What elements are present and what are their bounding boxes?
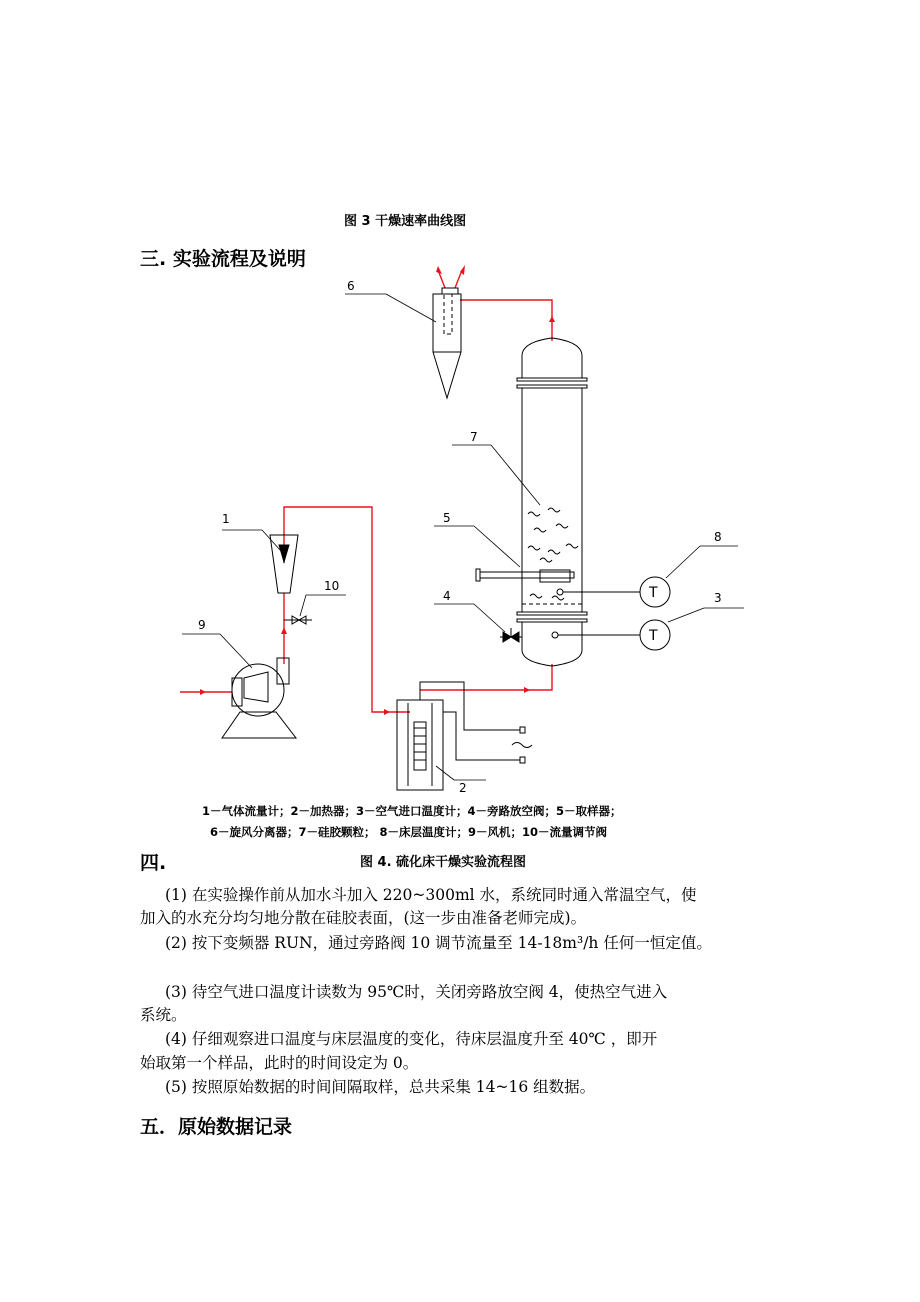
blower [222,658,296,738]
label-2: 2 [459,781,467,795]
flow-regulating-valve [284,616,312,624]
step-3-line-1: (3) 待空气进口温度计读数为 95℃时，关闭旁路放空阀 4，使热空气进入 [165,983,668,1001]
section-5-heading: 五．原始数据记录 [140,1116,293,1138]
label-5: 5 [443,511,451,525]
legend-line-2: 6－旋风分离器；7－硅胶颗粒； 8－床层温度计；9－风机；10－流量调节阀 [210,825,608,839]
label-7: 7 [470,430,478,444]
step-5: (5) 按照原始数据的时间间隔取样，总共采集 14~16 组数据。 [165,1078,596,1096]
step-1-line-2: 加入的水充分均匀地分散在硅胶表面，(这一步由准备老师完成)。 [140,909,587,927]
section-4-heading: 四. [140,852,167,874]
label-1: 1 [222,512,230,526]
air-pipes [180,300,552,712]
drying-column [517,338,587,666]
label-8: 8 [714,530,722,544]
label-4: 4 [443,589,451,603]
legend-line-1: 1－气体流量计；2－加热器；3－空气进口温度计；4－旁路放空阀；5－取样器； [202,804,622,818]
step-2: (2) 按下变频器 RUN，通过旁路阀 10 调节流量至 14-18m³/h 任何一恒定值。 [165,934,712,952]
step-1-line-1: (1) 在实验操作前从加水斗加入 220~300ml 水，系统同时通入常温空气，使 [165,886,697,904]
cyclone-separator [433,288,461,398]
label-10: 10 [324,579,340,593]
sampler [476,569,574,582]
figure-4-caption: 图 4. 硫化床干燥实验流程图 [360,855,527,870]
bed-thermometer-symbol: T [649,585,658,601]
heater [397,682,532,790]
step-4-line-2: 始取第一个样品，此时的时间设定为 0。 [140,1054,419,1072]
section-3-heading: 三. 实验流程及说明 [140,248,306,270]
step-4-line-1: (4) 仔细观察进口温度与床层温度的变化，待床层温度升至 40℃ ，即开 [165,1030,658,1048]
figure-3-caption: 图 3 干燥速率曲线图 [344,214,467,229]
label-3: 3 [714,591,722,605]
label-9: 9 [198,618,206,632]
leader-lines [182,294,744,780]
flow-arrows [200,265,555,715]
step-3-line-2: 系统。 [140,1006,187,1024]
label-6: 6 [347,279,355,293]
inlet-thermometer-symbol: T [649,628,658,644]
